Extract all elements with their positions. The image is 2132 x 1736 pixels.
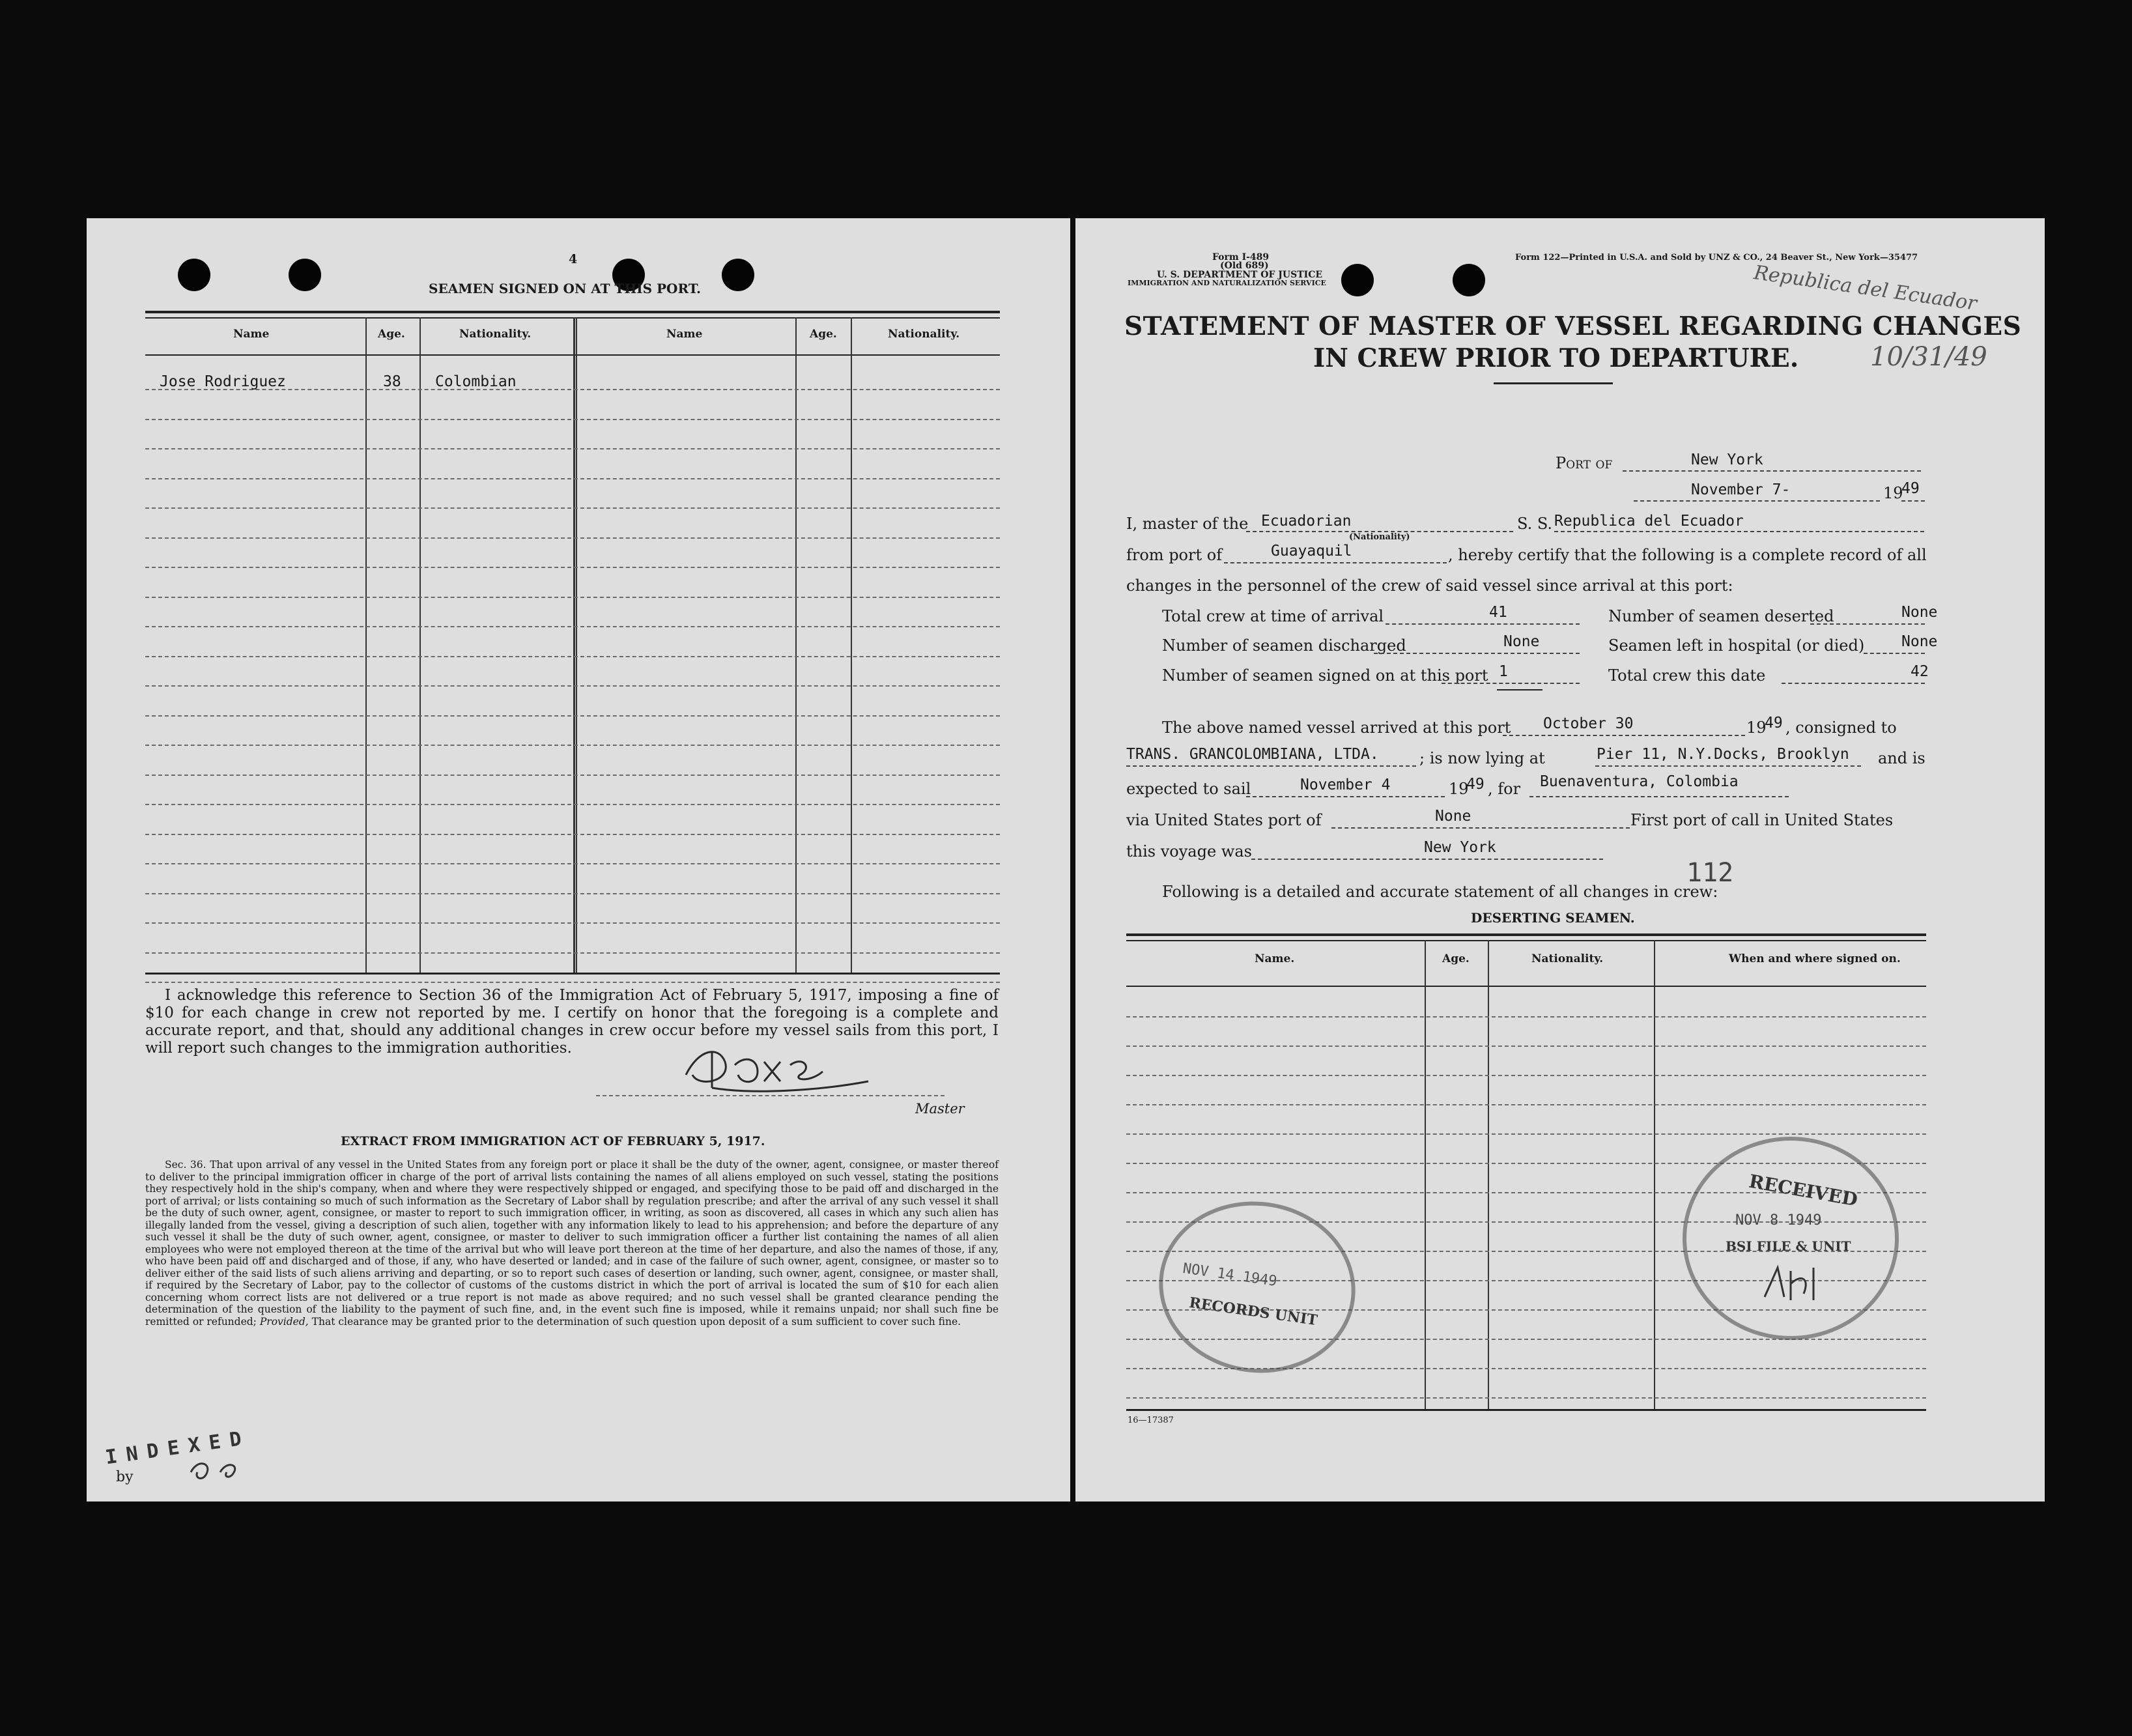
stat-label: Number of seamen deserted bbox=[1608, 607, 1834, 625]
from-port-value: Guayaquil bbox=[1271, 543, 1352, 560]
table-row-line bbox=[145, 922, 1000, 924]
arrived-year: 49 bbox=[1765, 715, 1783, 732]
form-title-line2: IN CREW PRIOR TO DEPARTURE. bbox=[1313, 343, 1799, 373]
table-header-rule bbox=[145, 354, 1000, 356]
table-row-line bbox=[145, 507, 1000, 509]
table-row-line bbox=[1126, 1133, 1926, 1135]
table-row-line bbox=[145, 775, 1000, 776]
for-label: , for bbox=[1488, 780, 1521, 798]
certify-text: , hereby certify that the following is a complete record of all bbox=[1448, 546, 1927, 564]
via-value: None bbox=[1435, 808, 1471, 825]
extract-text bbox=[145, 1159, 999, 1328]
stat-value: None bbox=[1901, 633, 1938, 650]
form-title-line1: STATEMENT OF MASTER OF VESSEL REGARDING CHANGES bbox=[1124, 311, 2022, 341]
from-port-label: from port of bbox=[1126, 546, 1223, 564]
stat-label: Total crew this date bbox=[1608, 666, 1766, 685]
nationality-value: Ecuadorian bbox=[1261, 513, 1352, 530]
vessel-line bbox=[1554, 531, 1924, 532]
year-line bbox=[1901, 500, 1925, 502]
stat-line bbox=[1864, 653, 1925, 654]
stat-underline bbox=[1497, 689, 1542, 690]
column-divider bbox=[419, 317, 421, 973]
consigned-label: , consigned to bbox=[1785, 719, 1897, 737]
stat-label: Number of seamen signed on at this port bbox=[1162, 666, 1488, 685]
seaman-nationality: Colombian bbox=[435, 373, 517, 390]
stat-label: Total crew at time of arrival bbox=[1162, 607, 1384, 625]
table-row-line bbox=[145, 715, 1000, 717]
stamp-text: RECORDS UNIT bbox=[1187, 1294, 1319, 1330]
seaman-name: Jose Rodriguez bbox=[160, 373, 286, 390]
destination-value: Buenaventura, Colombia bbox=[1540, 773, 1739, 790]
page-code: 112 bbox=[1686, 858, 1734, 888]
indexed-by: by bbox=[116, 1469, 134, 1485]
handwritten-date: 10/31/49 bbox=[1870, 342, 1987, 372]
table-row-line bbox=[145, 537, 1000, 539]
column-divider bbox=[365, 317, 367, 973]
consignee-value: TRANS. GRANCOLOMBIANA, LTDA. bbox=[1126, 746, 1379, 763]
date-line bbox=[1634, 500, 1880, 502]
table-row-line bbox=[145, 834, 1000, 835]
column-header: Age. bbox=[378, 328, 405, 341]
indexed-stamp: INDEXED bbox=[104, 1426, 252, 1470]
service-name: IMMIGRATION AND NATURALIZATION SERVICE bbox=[1128, 279, 1326, 287]
table-row-line bbox=[145, 863, 1000, 864]
arrived-year-prefix: 19 bbox=[1746, 719, 1767, 737]
column-header: Age. bbox=[1442, 952, 1470, 965]
stat-value: 1 bbox=[1499, 663, 1508, 680]
table-row-line bbox=[145, 626, 1000, 627]
extract-body: That upon arrival of any vessel in the United States from any foreign port or place it shall be the duty of the owner, agent, consignee, or master thereof to deliver to the principal immigration officer in charge of the port of arrival lists containing the names of all aliens employed on such vessel, stating the positions they respectively hold in the ship's company, when and where they were respectively shipped or engaged, and specifying those to be paid off and discharged in the port of arrival; or lists containing so much of such information as the Secretary of Labor shall by regulation prescribe; and after the arrival of any such vessel it shall be the duty of such owner, agent, consignee, or master to report to such immigration officer, in writing, as soon as discovered, all cases in which any such alien has illegally landed from the vessel, giving a description of such alien, together with any information likely to lead to his apprehension; and before the departure of any such vessel it shall be the duty of such owner, agent, consignee, or master to deliver to such immigration officer a further list containing the names of all alien employees who were not employed thereon at the time of the arrival but who will leave port thereon at the time of her departure, and also the names of those, if any, who have been paid off and discharged and of those, if any, who have deserted or landed; and in case of the failure of such owner, agent, consignee, or master so to deliver either of the said lists of such aliens arriving and departing, or so to report such cases of desertion or landing, such owner, agent, consignee, or master shall, if required by the Secretary of Labor, pay to the collector of customs of the customs district in which the port of arrival is located the sum of $10 for each alien concerning whom correct lists are not delivered or a true report is not made as above required; and no such vessel shall be granted clearance pending the determination of the question of the liability to the payment of such fine, and, in the event such fine is imposed, while it remains unpaid; nor shall such fine be remitted or refunded; bbox=[145, 1159, 999, 1328]
stamp-text: BSI FILE & UNIT bbox=[1726, 1238, 1851, 1254]
seaman-age: 38 bbox=[383, 373, 401, 390]
footer-code: 16—17387 bbox=[1128, 1416, 1174, 1425]
expected-label: expected to sail bbox=[1126, 780, 1251, 798]
department: U. S. DEPARTMENT OF JUSTICE bbox=[1157, 270, 1323, 280]
stamp-title: RECEIVED bbox=[1747, 1170, 1860, 1211]
table-row-line bbox=[145, 952, 1000, 954]
extract-provided: Provided, bbox=[259, 1315, 309, 1328]
via-line bbox=[1331, 827, 1630, 829]
via-label: via United States port of bbox=[1126, 811, 1322, 829]
column-header: Nationality. bbox=[888, 328, 960, 341]
signature-line bbox=[596, 1095, 945, 1096]
table-row-line bbox=[145, 597, 1000, 598]
stamp-date: NOV 14 1949 bbox=[1182, 1260, 1278, 1290]
deserting-title: DESERTING SEAMEN. bbox=[1471, 910, 1635, 926]
section-title: SEAMEN SIGNED ON AT THIS PORT. bbox=[429, 281, 702, 296]
handwritten-vessel: Republica del Ecuador bbox=[1752, 261, 1978, 315]
port-value: New York bbox=[1691, 451, 1763, 468]
table-row-line bbox=[1126, 1075, 1926, 1076]
stat-line bbox=[1442, 683, 1580, 684]
port-line bbox=[1623, 470, 1921, 472]
page-number: 4 bbox=[569, 252, 578, 266]
table-row-line bbox=[145, 567, 1000, 568]
column-header: Name bbox=[233, 328, 270, 341]
stamp-initials bbox=[1758, 1261, 1823, 1307]
date-value: November 7- bbox=[1691, 481, 1791, 498]
arrived-value: October 30 bbox=[1543, 715, 1634, 732]
column-header: Name. bbox=[1255, 952, 1295, 965]
table-row-line bbox=[145, 804, 1000, 805]
column-divider bbox=[576, 317, 577, 973]
punch-hole bbox=[178, 259, 210, 291]
old-form-number: (Old 689) bbox=[1220, 261, 1269, 271]
stat-label: Number of seamen discharged bbox=[1162, 636, 1406, 655]
printer-note: Form 122—Printed in U.S.A. and Sold by UNZ & CO., 24 Beaver St., New York—35477 bbox=[1515, 253, 1918, 263]
port-label: Port of bbox=[1556, 454, 1613, 472]
punch-hole bbox=[1453, 264, 1485, 296]
left-page bbox=[87, 218, 1070, 1501]
destination-line bbox=[1529, 796, 1789, 797]
table-row-line bbox=[145, 656, 1000, 657]
first-port-label: First port of call in United States bbox=[1630, 811, 1894, 829]
stat-value: 41 bbox=[1489, 604, 1507, 621]
extract-end: That clearance may be granted prior to the determination of such question upon deposit of a sum sufficient to cover such fine. bbox=[311, 1315, 961, 1328]
stat-value: 42 bbox=[1911, 663, 1929, 680]
column-divider bbox=[795, 317, 797, 973]
form-number: Form I-489 bbox=[1212, 252, 1270, 263]
stat-line bbox=[1810, 623, 1925, 625]
extract-section: Sec. 36. bbox=[165, 1159, 206, 1171]
column-header: When and where signed on. bbox=[1729, 952, 1901, 965]
lying-label: ; is now lying at bbox=[1419, 749, 1545, 767]
year-prefix: 19 bbox=[1883, 484, 1903, 502]
table-row-line bbox=[145, 419, 1000, 420]
voyage-line bbox=[1251, 859, 1603, 860]
and-is: and is bbox=[1878, 749, 1926, 767]
master-label: Master bbox=[915, 1101, 965, 1117]
changes-text: changes in the personnel of the crew of said vessel since arrival at this port: bbox=[1126, 576, 1733, 595]
sail-line bbox=[1246, 796, 1445, 797]
table-row-line bbox=[145, 685, 1000, 687]
table-row-line bbox=[1126, 1104, 1926, 1105]
column-header: Name bbox=[666, 328, 703, 341]
indexed-initials bbox=[184, 1453, 269, 1485]
sail-year: 49 bbox=[1466, 776, 1485, 793]
table-top-rule bbox=[145, 311, 1000, 313]
sail-year-prefix: 19 bbox=[1449, 780, 1469, 798]
master-signature bbox=[673, 1036, 888, 1107]
received-stamp bbox=[1683, 1137, 1899, 1340]
table-bottom-rule bbox=[1126, 1409, 1926, 1411]
stat-line bbox=[1782, 683, 1925, 684]
table-row-line bbox=[145, 448, 1000, 449]
column-header: Nationality. bbox=[459, 328, 532, 341]
table-row-line bbox=[1126, 1397, 1926, 1399]
ss-label: S. S. bbox=[1517, 515, 1553, 533]
extract-title: EXTRACT FROM IMMIGRATION ACT OF FEBRUARY 5, 1917. bbox=[341, 1134, 765, 1148]
arrived-label: The above named vessel arrived at this port bbox=[1162, 719, 1511, 737]
voyage-label: this voyage was bbox=[1126, 842, 1252, 861]
stat-line bbox=[1374, 653, 1580, 654]
table-header-rule bbox=[1126, 986, 1926, 987]
table-top-rule bbox=[145, 317, 1000, 319]
punch-hole bbox=[722, 259, 754, 291]
table-top-rule bbox=[1126, 940, 1926, 941]
title-rule bbox=[1494, 382, 1613, 384]
sail-value: November 4 bbox=[1300, 776, 1391, 793]
column-divider bbox=[573, 317, 575, 973]
nationality-caption: (Nationality) bbox=[1349, 532, 1410, 542]
master-of-label: I, master of the bbox=[1126, 515, 1249, 533]
vessel-value: Republica del Ecuador bbox=[1554, 513, 1744, 530]
table-row-line bbox=[145, 893, 1000, 894]
pier-value: Pier 11, N.Y.Docks, Brooklyn bbox=[1597, 746, 1849, 763]
table-row-line bbox=[145, 982, 1000, 983]
arrived-line bbox=[1503, 735, 1745, 736]
column-divider bbox=[851, 317, 852, 973]
stat-label: Seamen left in hospital (or died) bbox=[1608, 636, 1865, 655]
table-row-line bbox=[145, 745, 1000, 746]
stat-value: None bbox=[1503, 633, 1540, 650]
column-header: Nationality. bbox=[1531, 952, 1604, 965]
table-row-line bbox=[145, 478, 1000, 479]
punch-hole bbox=[1341, 264, 1374, 296]
following-text: Following is a detailed and accurate statement of all changes in crew: bbox=[1162, 883, 1718, 901]
from-port-line bbox=[1224, 562, 1447, 563]
column-header: Age. bbox=[810, 328, 837, 341]
punch-hole bbox=[289, 259, 321, 291]
stat-line bbox=[1386, 623, 1580, 625]
acknowledgment-text: I acknowledge this reference to Section 36 of the Immigration Act of February 5, 1917, imposing a fine of $10 for each change in crew not reported by me. I certify on honor that the foregoing is a complete and accurate report, and that, should any additional changes in crew occur before my vessel sails from this port, I will report such changes to the immigration authorities. bbox=[145, 987, 999, 1057]
pier-line bbox=[1595, 765, 1861, 767]
table-top-rule bbox=[1126, 933, 1926, 936]
consignee-line bbox=[1126, 765, 1416, 767]
table-row-line bbox=[1126, 1016, 1926, 1017]
right-page bbox=[1075, 218, 2045, 1501]
table-bottom-rule bbox=[145, 973, 1000, 975]
stamp-date: NOV 8 1949 bbox=[1735, 1212, 1822, 1229]
stat-value: None bbox=[1901, 604, 1938, 621]
voyage-value: New York bbox=[1424, 839, 1496, 856]
table-row-line bbox=[1126, 1046, 1926, 1047]
year-value: 49 bbox=[1901, 480, 1920, 497]
records-unit-stamp bbox=[1148, 1189, 1367, 1385]
